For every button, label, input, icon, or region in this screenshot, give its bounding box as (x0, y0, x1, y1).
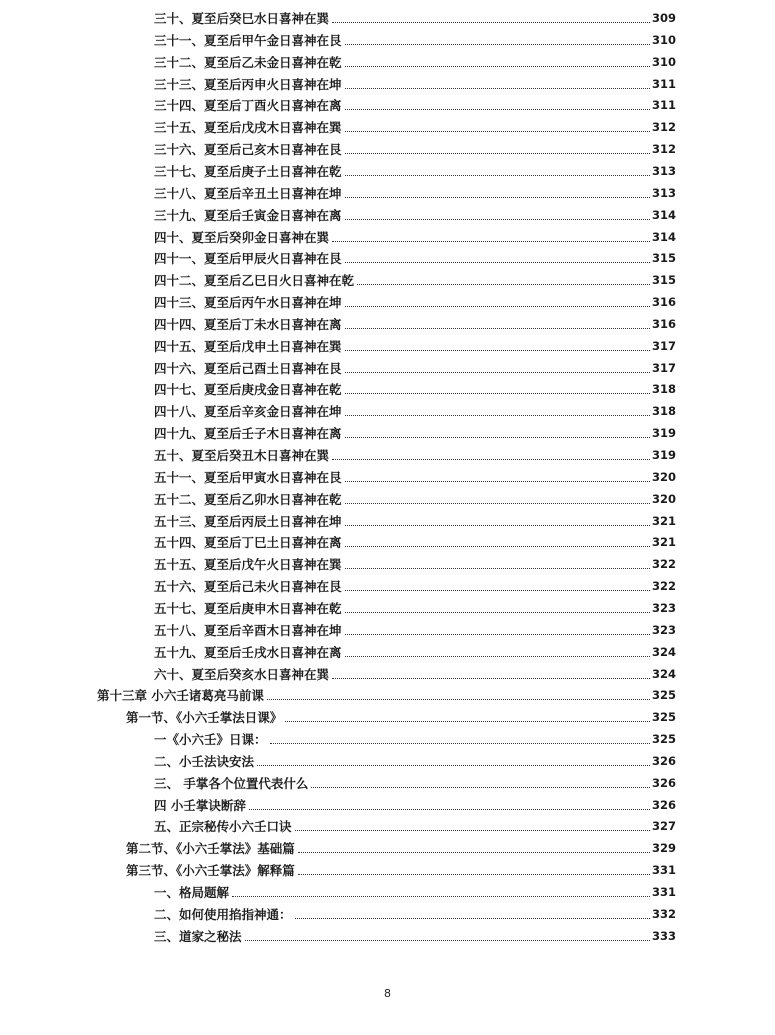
toc-entry-title: 一《小六壬》日课： (154, 732, 267, 748)
toc-dot-leader (345, 328, 650, 329)
toc-entry-title: 五十六、夏至后己未火日喜神在艮 (154, 579, 342, 595)
toc-entry-title: 四十、夏至后癸卯金日喜神在巽 (154, 229, 330, 245)
toc-entry-page: 314 (651, 229, 676, 244)
toc-entry-title: 四十四、夏至后丁未水日喜神在离 (154, 316, 342, 332)
toc-entry[interactable] (154, 30, 676, 51)
toc-entry[interactable] (154, 598, 676, 619)
toc-entry-page: 319 (651, 448, 676, 462)
toc-entry-title: 五十八、夏至后辛酉木日喜神在坤 (154, 622, 342, 638)
toc-dot-leader (245, 940, 650, 941)
toc-entry-title: 三十七、夏至后庚子土日喜神在乾 (154, 163, 342, 179)
toc-dot-leader (332, 22, 650, 23)
toc-dot-leader (295, 918, 650, 919)
toc-entry-title: 五十三、夏至后丙辰土日喜神在坤 (154, 513, 342, 529)
toc-entry-page: 316 (651, 295, 676, 310)
toc-entry[interactable] (154, 642, 676, 663)
toc-dot-leader (345, 131, 650, 132)
toc-dot-leader (345, 437, 650, 438)
toc-dot-leader (267, 699, 650, 700)
toc-entry-page: 309 (651, 11, 676, 25)
toc-entry[interactable] (154, 117, 676, 138)
toc-entry-title: 三十八、夏至后辛丑土日喜神在坤 (154, 185, 342, 201)
toc-entry-title: 三十、夏至后癸巳水日喜神在巽 (154, 11, 330, 26)
page-number: 8 (384, 987, 391, 1000)
toc-entry-title: 三十四、夏至后丁酉火日喜神在离 (154, 98, 342, 114)
toc-entry-page: 322 (651, 557, 676, 572)
toc-entry-title: 一、格局题解 (154, 885, 230, 900)
toc-dot-leader (332, 678, 650, 679)
toc-entry-title: 三十三、夏至后丙申火日喜神在坤 (154, 76, 342, 92)
toc-dot-leader (345, 525, 650, 526)
toc-entry[interactable] (126, 707, 676, 728)
toc-entry-page: 320 (651, 469, 676, 484)
toc-dot-leader (345, 262, 650, 263)
toc-entry-title: 三十五、夏至后戊戌木日喜神在巽 (154, 120, 342, 136)
toc-entry-page: 325 (651, 688, 676, 703)
toc-entry-title: 三、道家之秘法 (154, 928, 242, 944)
toc-entry[interactable] (154, 467, 676, 488)
toc-entry-page: 321 (651, 535, 676, 550)
toc-dot-leader (345, 568, 650, 569)
toc-entry[interactable] (154, 773, 676, 794)
toc-entry[interactable] (154, 904, 676, 925)
toc-dot-leader (345, 590, 650, 591)
toc-entry-page: 319 (651, 426, 676, 441)
toc-entry[interactable] (154, 139, 676, 160)
toc-entry[interactable] (154, 270, 676, 291)
toc-entry-page: 312 (651, 120, 676, 135)
toc-entry-page: 323 (651, 622, 676, 637)
toc-entry-page: 313 (651, 185, 676, 200)
toc-entry[interactable] (154, 576, 676, 597)
toc-entry-title: 三十九、夏至后壬寅金日喜神在离 (154, 207, 342, 223)
toc-entry-title: 五十五、夏至后戊午火日喜神在巽 (154, 557, 342, 573)
toc-entry-title: 四十二、夏至后乙巳日火日喜神在乾 (154, 273, 355, 289)
toc-dot-leader (285, 721, 650, 722)
toc-dot-leader (345, 88, 650, 89)
toc-entry[interactable] (154, 532, 676, 553)
toc-entry[interactable] (154, 445, 676, 466)
toc-entry-page: 326 (651, 753, 676, 768)
toc-entry-title: 四十五、夏至后戊申土日喜神在巽 (154, 338, 342, 354)
toc-entry-page: 312 (651, 142, 676, 157)
toc-dot-leader (345, 634, 650, 635)
toc-entry-page: 325 (651, 732, 676, 747)
toc-dot-leader (345, 656, 650, 657)
toc-entry-title: 五十、夏至后癸丑木日喜神在巽 (154, 448, 330, 463)
toc-entry-title: 三十一、夏至后甲午金日喜神在艮 (154, 32, 342, 48)
toc-dot-leader (332, 241, 650, 242)
toc-entry[interactable] (154, 511, 676, 532)
toc-dot-leader (345, 503, 650, 504)
toc-entry-page: 320 (651, 491, 676, 506)
toc-entry[interactable] (154, 423, 676, 444)
toc-entry-title: 六十、夏至后癸亥水日喜神在巽 (154, 666, 330, 682)
toc-entry-page: 318 (651, 382, 676, 397)
toc-dot-leader (298, 852, 650, 853)
toc-entry-title: 三十二、夏至后乙未金日喜神在乾 (154, 54, 342, 70)
toc-entry-page: 310 (651, 54, 676, 69)
toc-entry-title: 五、正宗秘传小六壬口诀 (154, 819, 292, 835)
toc-entry-page: 331 (651, 885, 676, 899)
toc-entry[interactable] (154, 379, 676, 400)
toc-dot-leader (345, 481, 650, 482)
toc-entry-page: 311 (651, 76, 676, 91)
toc-entry-title: 五十四、夏至后丁巳土日喜神在离 (154, 535, 342, 551)
toc-entry-page: 315 (651, 251, 676, 266)
toc-entry-page: 329 (651, 841, 676, 856)
toc-entry-title: 四十七、夏至后庚戌金日喜神在乾 (154, 382, 342, 398)
toc-entry-page: 323 (651, 600, 676, 615)
toc-dot-leader (249, 809, 650, 810)
toc-entry[interactable] (154, 751, 676, 772)
toc-entry-page: 314 (651, 207, 676, 222)
toc-dot-leader (345, 415, 650, 416)
toc-dot-leader (295, 830, 650, 831)
toc-entry[interactable] (154, 74, 676, 95)
toc-entry[interactable] (154, 161, 676, 182)
toc-dot-leader (357, 284, 650, 285)
toc-entry[interactable] (126, 838, 676, 859)
toc-entry-title: 五十二、夏至后乙卯水日喜神在乾 (154, 491, 342, 507)
toc-entry-title: 五十七、夏至后庚申木日喜神在乾 (154, 600, 342, 616)
toc-dot-leader (232, 896, 650, 897)
toc-dot-leader (345, 44, 650, 45)
toc-entry-page: 322 (651, 579, 676, 594)
toc-entry[interactable] (154, 401, 676, 422)
toc-dot-leader (345, 393, 650, 394)
toc-entry[interactable] (154, 336, 676, 357)
toc-dot-leader (345, 153, 650, 154)
toc-entry-page: 313 (651, 163, 676, 178)
toc-entry-title: 第三节、《小六壬掌法》解释篇 (126, 863, 295, 879)
toc-dot-leader (345, 350, 650, 351)
toc-entry[interactable] (154, 358, 676, 379)
toc-entry-title: 四十九、夏至后壬子木日喜神在离 (154, 426, 342, 442)
toc-entry-title: 三、 手掌各个位置代表什么 (154, 775, 309, 791)
toc-entry-page: 311 (651, 98, 676, 113)
toc-entry-page: 316 (651, 316, 676, 331)
toc-dot-leader (332, 459, 650, 460)
toc-entry[interactable] (154, 52, 676, 73)
toc-entry[interactable] (154, 664, 676, 685)
toc-entry-title: 三十六、夏至后己亥木日喜神在艮 (154, 142, 342, 158)
toc-dot-leader (345, 197, 650, 198)
toc-entry-title: 四十一、夏至后甲辰火日喜神在艮 (154, 251, 342, 267)
toc-entry[interactable] (154, 183, 676, 204)
toc-dot-leader (345, 372, 650, 373)
toc-entry-page: 317 (651, 360, 676, 375)
toc-entry-page: 331 (651, 863, 676, 878)
toc-entry-page: 325 (651, 710, 676, 725)
toc-entry[interactable] (154, 292, 676, 313)
toc-entry-page: 321 (651, 513, 676, 528)
toc-entry-title: 四十八、夏至后辛亥金日喜神在坤 (154, 404, 342, 420)
toc-dot-leader (345, 612, 650, 613)
toc-dot-leader (345, 546, 650, 547)
toc-entry-title: 五十一、夏至后甲寅水日喜神在艮 (154, 469, 342, 485)
toc-entry[interactable] (126, 860, 676, 881)
toc-dot-leader (345, 175, 650, 176)
toc-entry-page: 333 (651, 928, 676, 943)
toc-entry[interactable] (154, 620, 676, 641)
toc-entry-page: 318 (651, 404, 676, 419)
toc-dot-leader (345, 219, 650, 220)
toc-entry[interactable] (154, 729, 676, 750)
toc-entry[interactable] (97, 685, 676, 706)
toc-entry-page: 317 (651, 338, 676, 353)
toc-entry-title: 四十三、夏至后丙午水日喜神在坤 (154, 295, 342, 311)
toc-entry-page: 324 (651, 666, 676, 681)
toc-entry[interactable] (154, 816, 676, 837)
toc-dot-leader (257, 765, 650, 766)
toc-entry[interactable] (154, 882, 676, 903)
toc-entry[interactable] (154, 926, 676, 947)
toc-dot-leader (311, 787, 650, 788)
toc-entry-title: 二、小壬法诀安法 (154, 753, 255, 769)
toc-dot-leader (345, 109, 650, 110)
toc-entry[interactable] (154, 248, 676, 269)
toc-entry[interactable] (154, 554, 676, 575)
toc-dot-leader (270, 743, 650, 744)
toc-entry-title: 第一节、《小六壬掌法日课》 (126, 710, 283, 726)
toc-entry-page: 326 (651, 797, 676, 812)
toc-entry-title: 四 小壬掌诀断辞 (154, 797, 246, 813)
toc-dot-leader (298, 874, 650, 875)
toc-entry-title: 五十九、夏至后壬戌水日喜神在离 (154, 644, 342, 660)
toc-entry[interactable] (154, 95, 676, 116)
toc-entry-page: 332 (651, 906, 676, 921)
toc-entry-page: 326 (651, 775, 676, 790)
toc-entry[interactable] (154, 227, 676, 248)
toc-entry[interactable] (154, 8, 676, 29)
toc-entry[interactable] (154, 489, 676, 510)
toc-entry-title: 四十六、夏至后己酉土日喜神在艮 (154, 360, 342, 376)
toc-entry-page: 324 (651, 644, 676, 659)
toc-entry[interactable] (154, 795, 676, 816)
toc-dot-leader (345, 66, 650, 67)
toc-entry-title: 第二节、《小六壬掌法》基础篇 (126, 841, 295, 857)
toc-entry-page: 315 (651, 273, 676, 288)
toc-entry-page: 327 (651, 819, 676, 834)
toc-entry-page: 310 (651, 32, 676, 47)
toc-entry-title: 二、如何使用掐指神通： (154, 906, 292, 922)
toc-entry[interactable] (154, 205, 676, 226)
toc-entry-title: 第十三章 小六壬诸葛亮马前课 (97, 688, 264, 704)
toc-entry[interactable] (154, 314, 676, 335)
toc-dot-leader (345, 306, 650, 307)
